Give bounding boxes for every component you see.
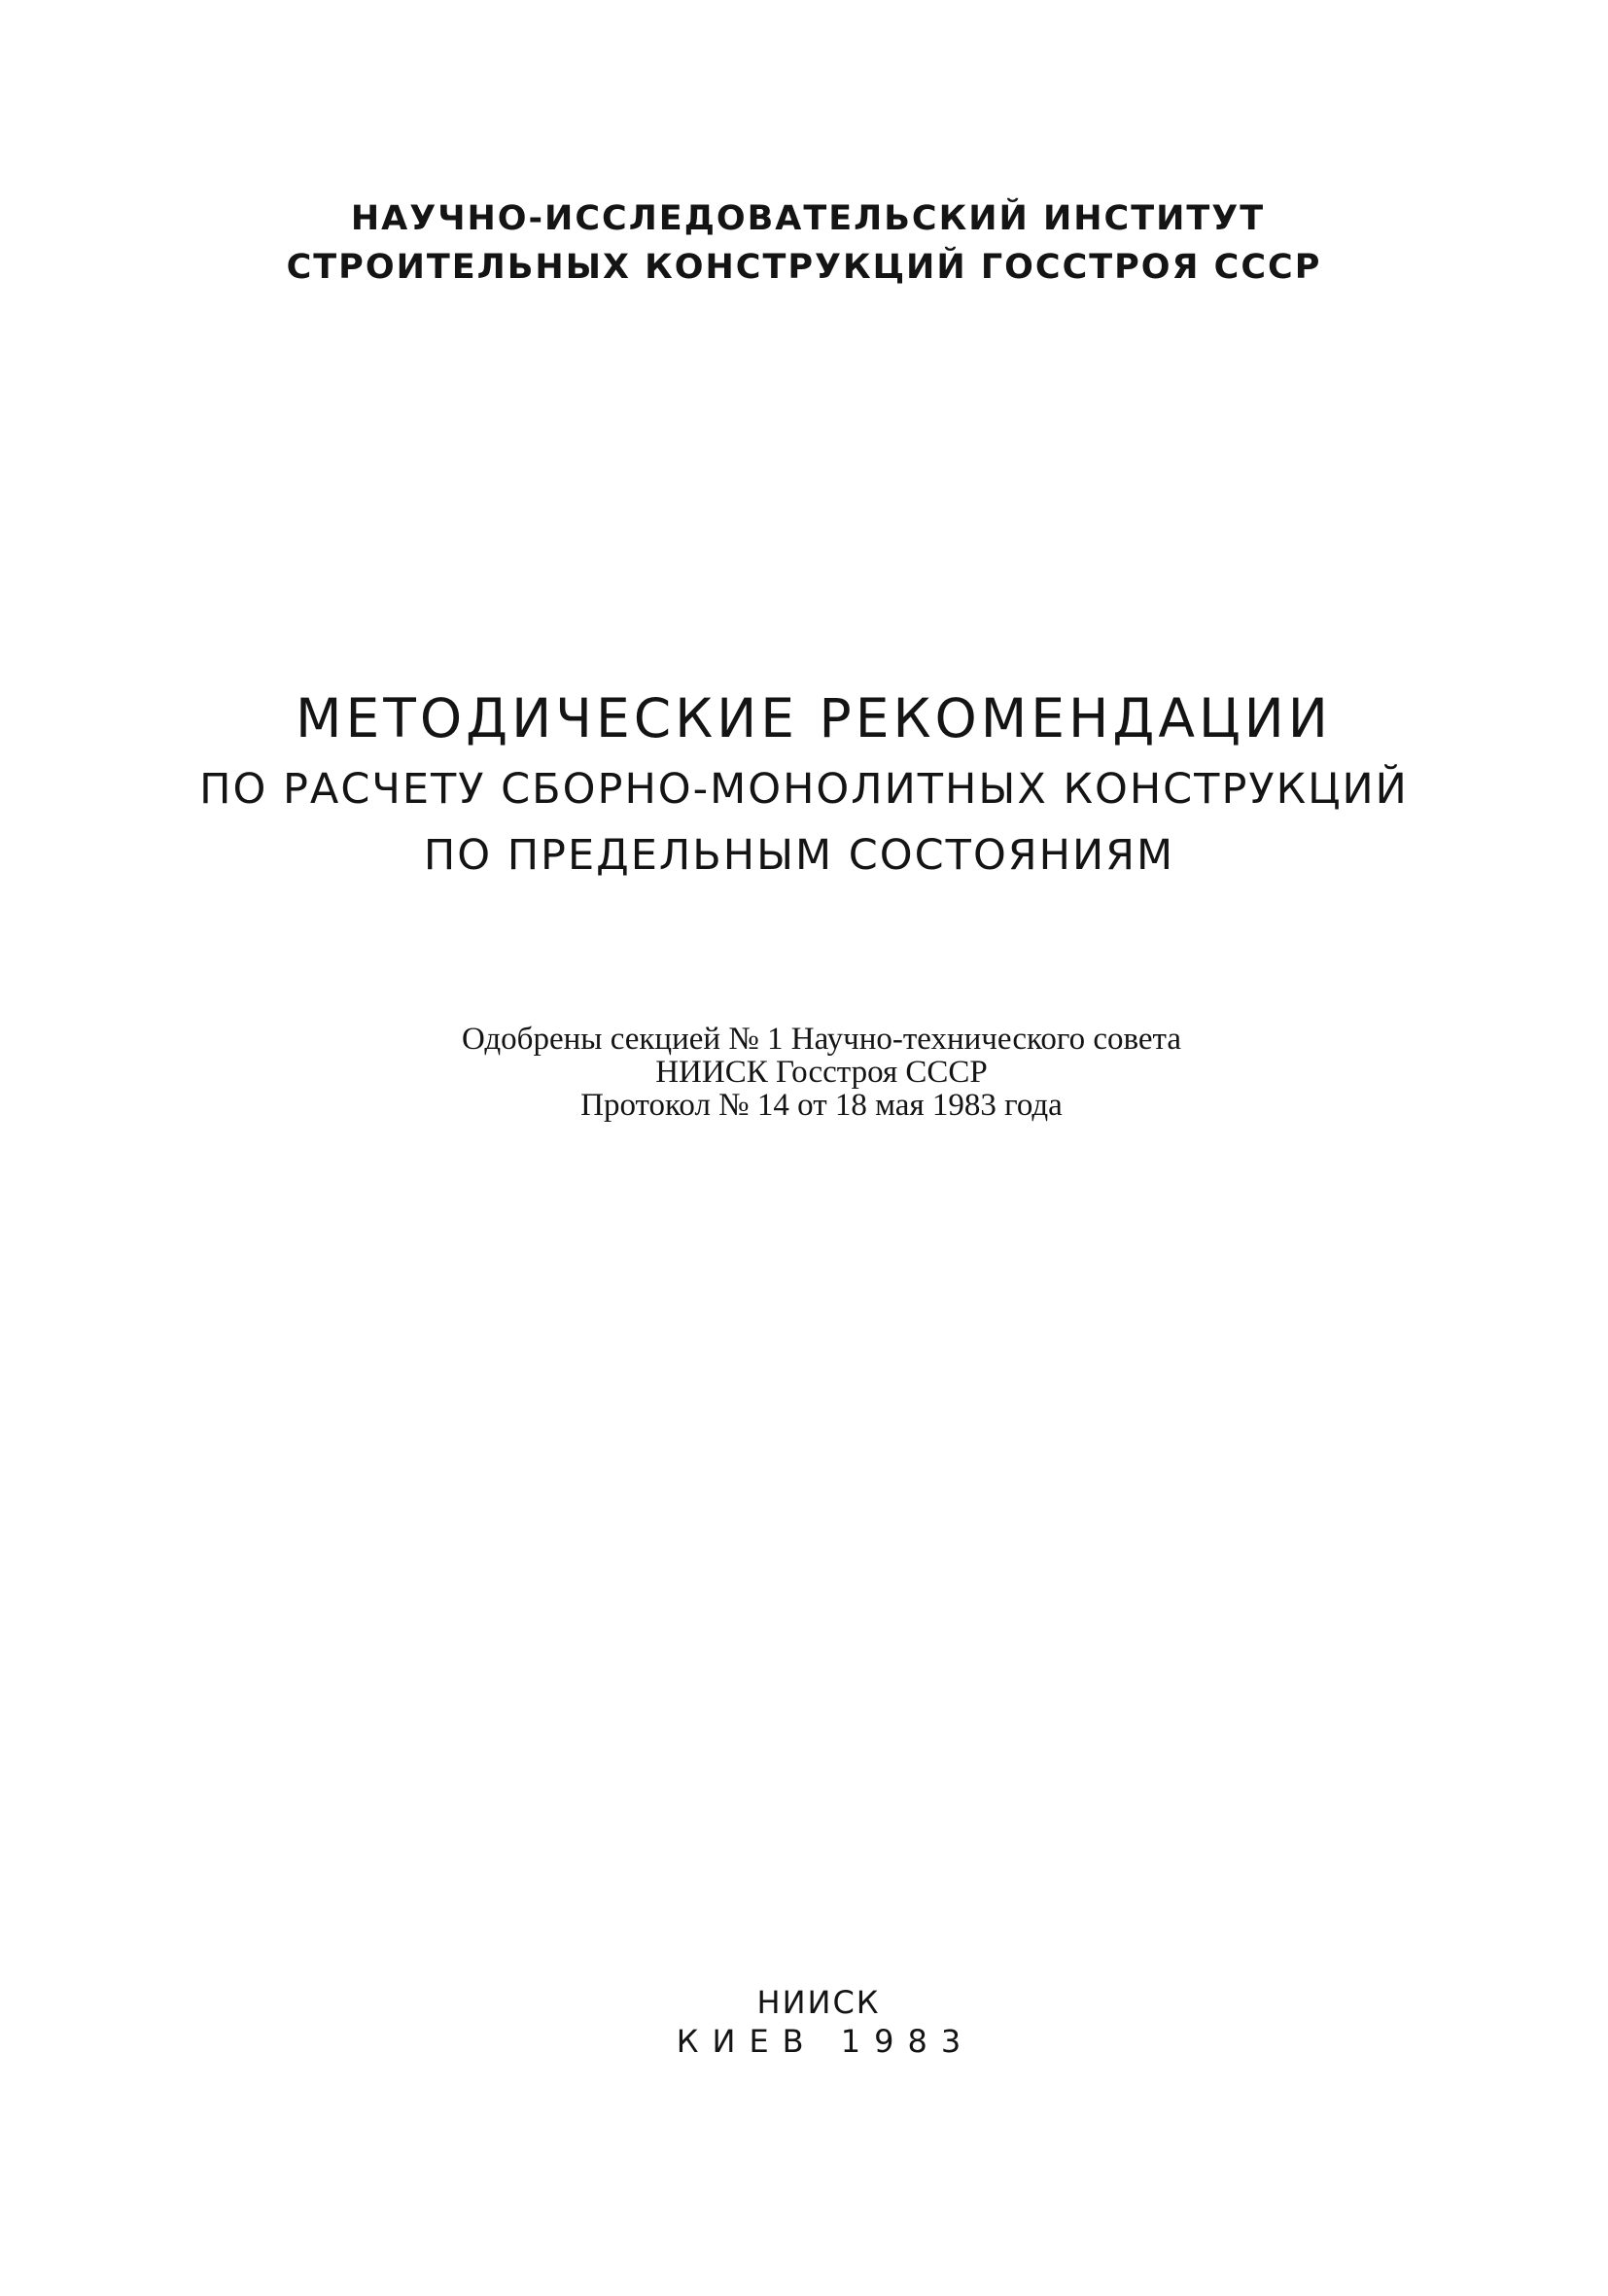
institute-header	[0, 194, 1608, 292]
institute-name-line-1: НАУЧНО-ИССЛЕДОВАТЕЛЬСКИЙ ИНСТИТУТ	[350, 199, 1266, 238]
publisher-city-year: КИЕВ 1983	[676, 2023, 975, 2060]
publisher-imprint	[0, 1983, 1608, 2061]
approval-note	[17, 1023, 1608, 1122]
document-title-main: МЕТОДИЧЕСКИЕ РЕКОМЕНДАЦИИ	[296, 687, 1332, 749]
publisher-name: НИИСК	[756, 1984, 881, 2021]
document-title	[0, 680, 1608, 888]
document-title-subtitle-1: ПО РАСЧЕТУ СБОРНО-МОНОЛИТНЫХ КОНСТРУКЦИЙ	[199, 765, 1409, 814]
approval-line-3: Протокол № 14 от 18 мая 1983 года	[580, 1088, 1063, 1123]
institute-name-line-2: СТРОИТЕЛЬНЫХ КОНСТРУКЦИЙ ГОССТРОЯ СССР	[286, 248, 1322, 287]
approval-line-1: Одобрены секцией № 1 Научно-технического совета	[462, 1022, 1181, 1057]
document-title-subtitle-2: ПО ПРЕДЕЛЬНЫМ СОСТОЯНИЯМ	[423, 831, 1175, 880]
approval-line-2: НИИСК Госстроя СССР	[655, 1055, 988, 1090]
